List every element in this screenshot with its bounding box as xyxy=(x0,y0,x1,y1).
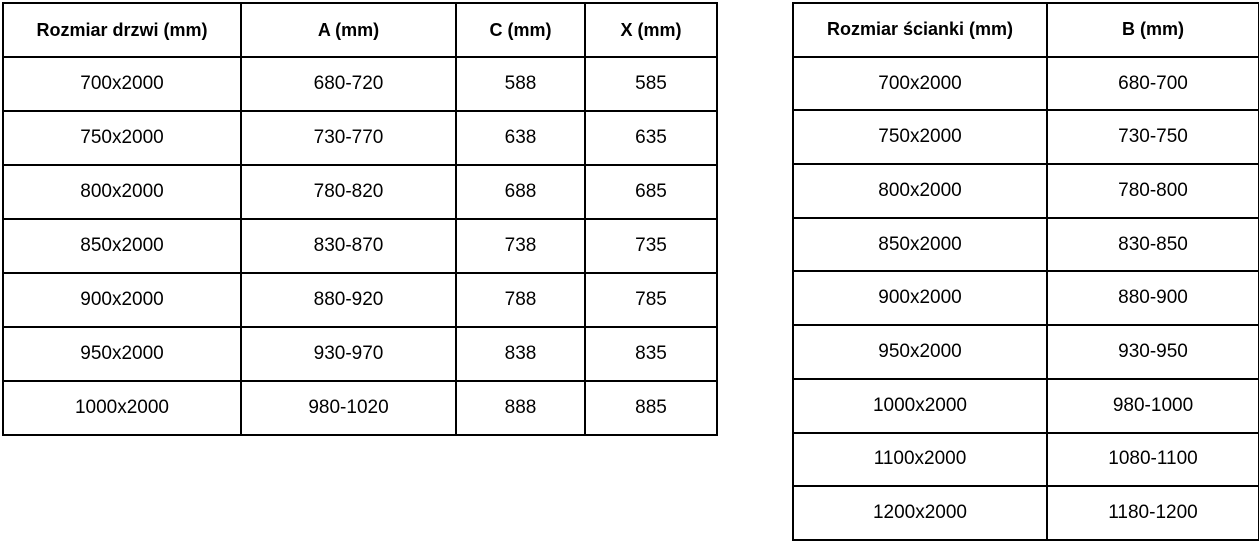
table-cell: 835 xyxy=(585,327,717,381)
table-cell: 980-1020 xyxy=(241,381,456,435)
table-cell: 730-770 xyxy=(241,111,456,165)
table-cell: 830-850 xyxy=(1047,218,1259,272)
table-cell: 950x2000 xyxy=(793,325,1047,379)
table-cell: 685 xyxy=(585,165,717,219)
table-row xyxy=(3,165,717,219)
table-cell: 1000x2000 xyxy=(3,381,241,435)
table-cell: 900x2000 xyxy=(793,271,1047,325)
column-header: Rozmiar ścianki (mm) xyxy=(793,3,1047,57)
table-cell: 880-900 xyxy=(1047,271,1259,325)
table-row xyxy=(3,57,717,111)
table-cell: 588 xyxy=(456,57,585,111)
table-cell: 1100x2000 xyxy=(793,433,1047,487)
table-row xyxy=(3,219,717,273)
table-row xyxy=(3,381,717,435)
table-cell: 700x2000 xyxy=(3,57,241,111)
table-cell: 638 xyxy=(456,111,585,165)
table-cell: 850x2000 xyxy=(793,218,1047,272)
table-row xyxy=(3,111,717,165)
table-cell: 700x2000 xyxy=(793,57,1047,111)
header-row xyxy=(3,3,717,57)
table-cell: 780-820 xyxy=(241,165,456,219)
table-row xyxy=(793,164,1259,218)
table-row xyxy=(793,325,1259,379)
table-row xyxy=(793,271,1259,325)
wall-size-table xyxy=(792,2,1259,541)
table-cell: 1180-1200 xyxy=(1047,486,1259,540)
table-cell: 930-950 xyxy=(1047,325,1259,379)
table-cell: 1080-1100 xyxy=(1047,433,1259,487)
table-cell: 900x2000 xyxy=(3,273,241,327)
table-cell: 1200x2000 xyxy=(793,486,1047,540)
table-cell: 735 xyxy=(585,219,717,273)
column-header: A (mm) xyxy=(241,3,456,57)
table-cell: 980-1000 xyxy=(1047,379,1259,433)
table-cell: 888 xyxy=(456,381,585,435)
table-cell: 838 xyxy=(456,327,585,381)
table-cell: 885 xyxy=(585,381,717,435)
table-cell: 930-970 xyxy=(241,327,456,381)
door-size-table xyxy=(2,2,718,436)
table-row xyxy=(793,57,1259,111)
column-header: Rozmiar drzwi (mm) xyxy=(3,3,241,57)
table-cell: 780-800 xyxy=(1047,164,1259,218)
table-cell: 788 xyxy=(456,273,585,327)
column-header: B (mm) xyxy=(1047,3,1259,57)
column-header: C (mm) xyxy=(456,3,585,57)
table-row xyxy=(3,273,717,327)
table-cell: 750x2000 xyxy=(793,110,1047,164)
table-cell: 680-700 xyxy=(1047,57,1259,111)
column-header: X (mm) xyxy=(585,3,717,57)
table-row xyxy=(793,486,1259,540)
table-cell: 950x2000 xyxy=(3,327,241,381)
table-row xyxy=(793,110,1259,164)
table-row xyxy=(3,327,717,381)
table-cell: 635 xyxy=(585,111,717,165)
table-cell: 800x2000 xyxy=(793,164,1047,218)
table-cell: 738 xyxy=(456,219,585,273)
table-row xyxy=(793,379,1259,433)
table-cell: 800x2000 xyxy=(3,165,241,219)
table-cell: 688 xyxy=(456,165,585,219)
table-cell: 785 xyxy=(585,273,717,327)
table-cell: 880-920 xyxy=(241,273,456,327)
table-cell: 850x2000 xyxy=(3,219,241,273)
table-cell: 730-750 xyxy=(1047,110,1259,164)
header-row xyxy=(793,3,1259,57)
table-cell: 585 xyxy=(585,57,717,111)
table-cell: 750x2000 xyxy=(3,111,241,165)
table-row xyxy=(793,433,1259,487)
table-cell: 1000x2000 xyxy=(793,379,1047,433)
table-row xyxy=(793,218,1259,272)
table-cell: 830-870 xyxy=(241,219,456,273)
table-cell: 680-720 xyxy=(241,57,456,111)
